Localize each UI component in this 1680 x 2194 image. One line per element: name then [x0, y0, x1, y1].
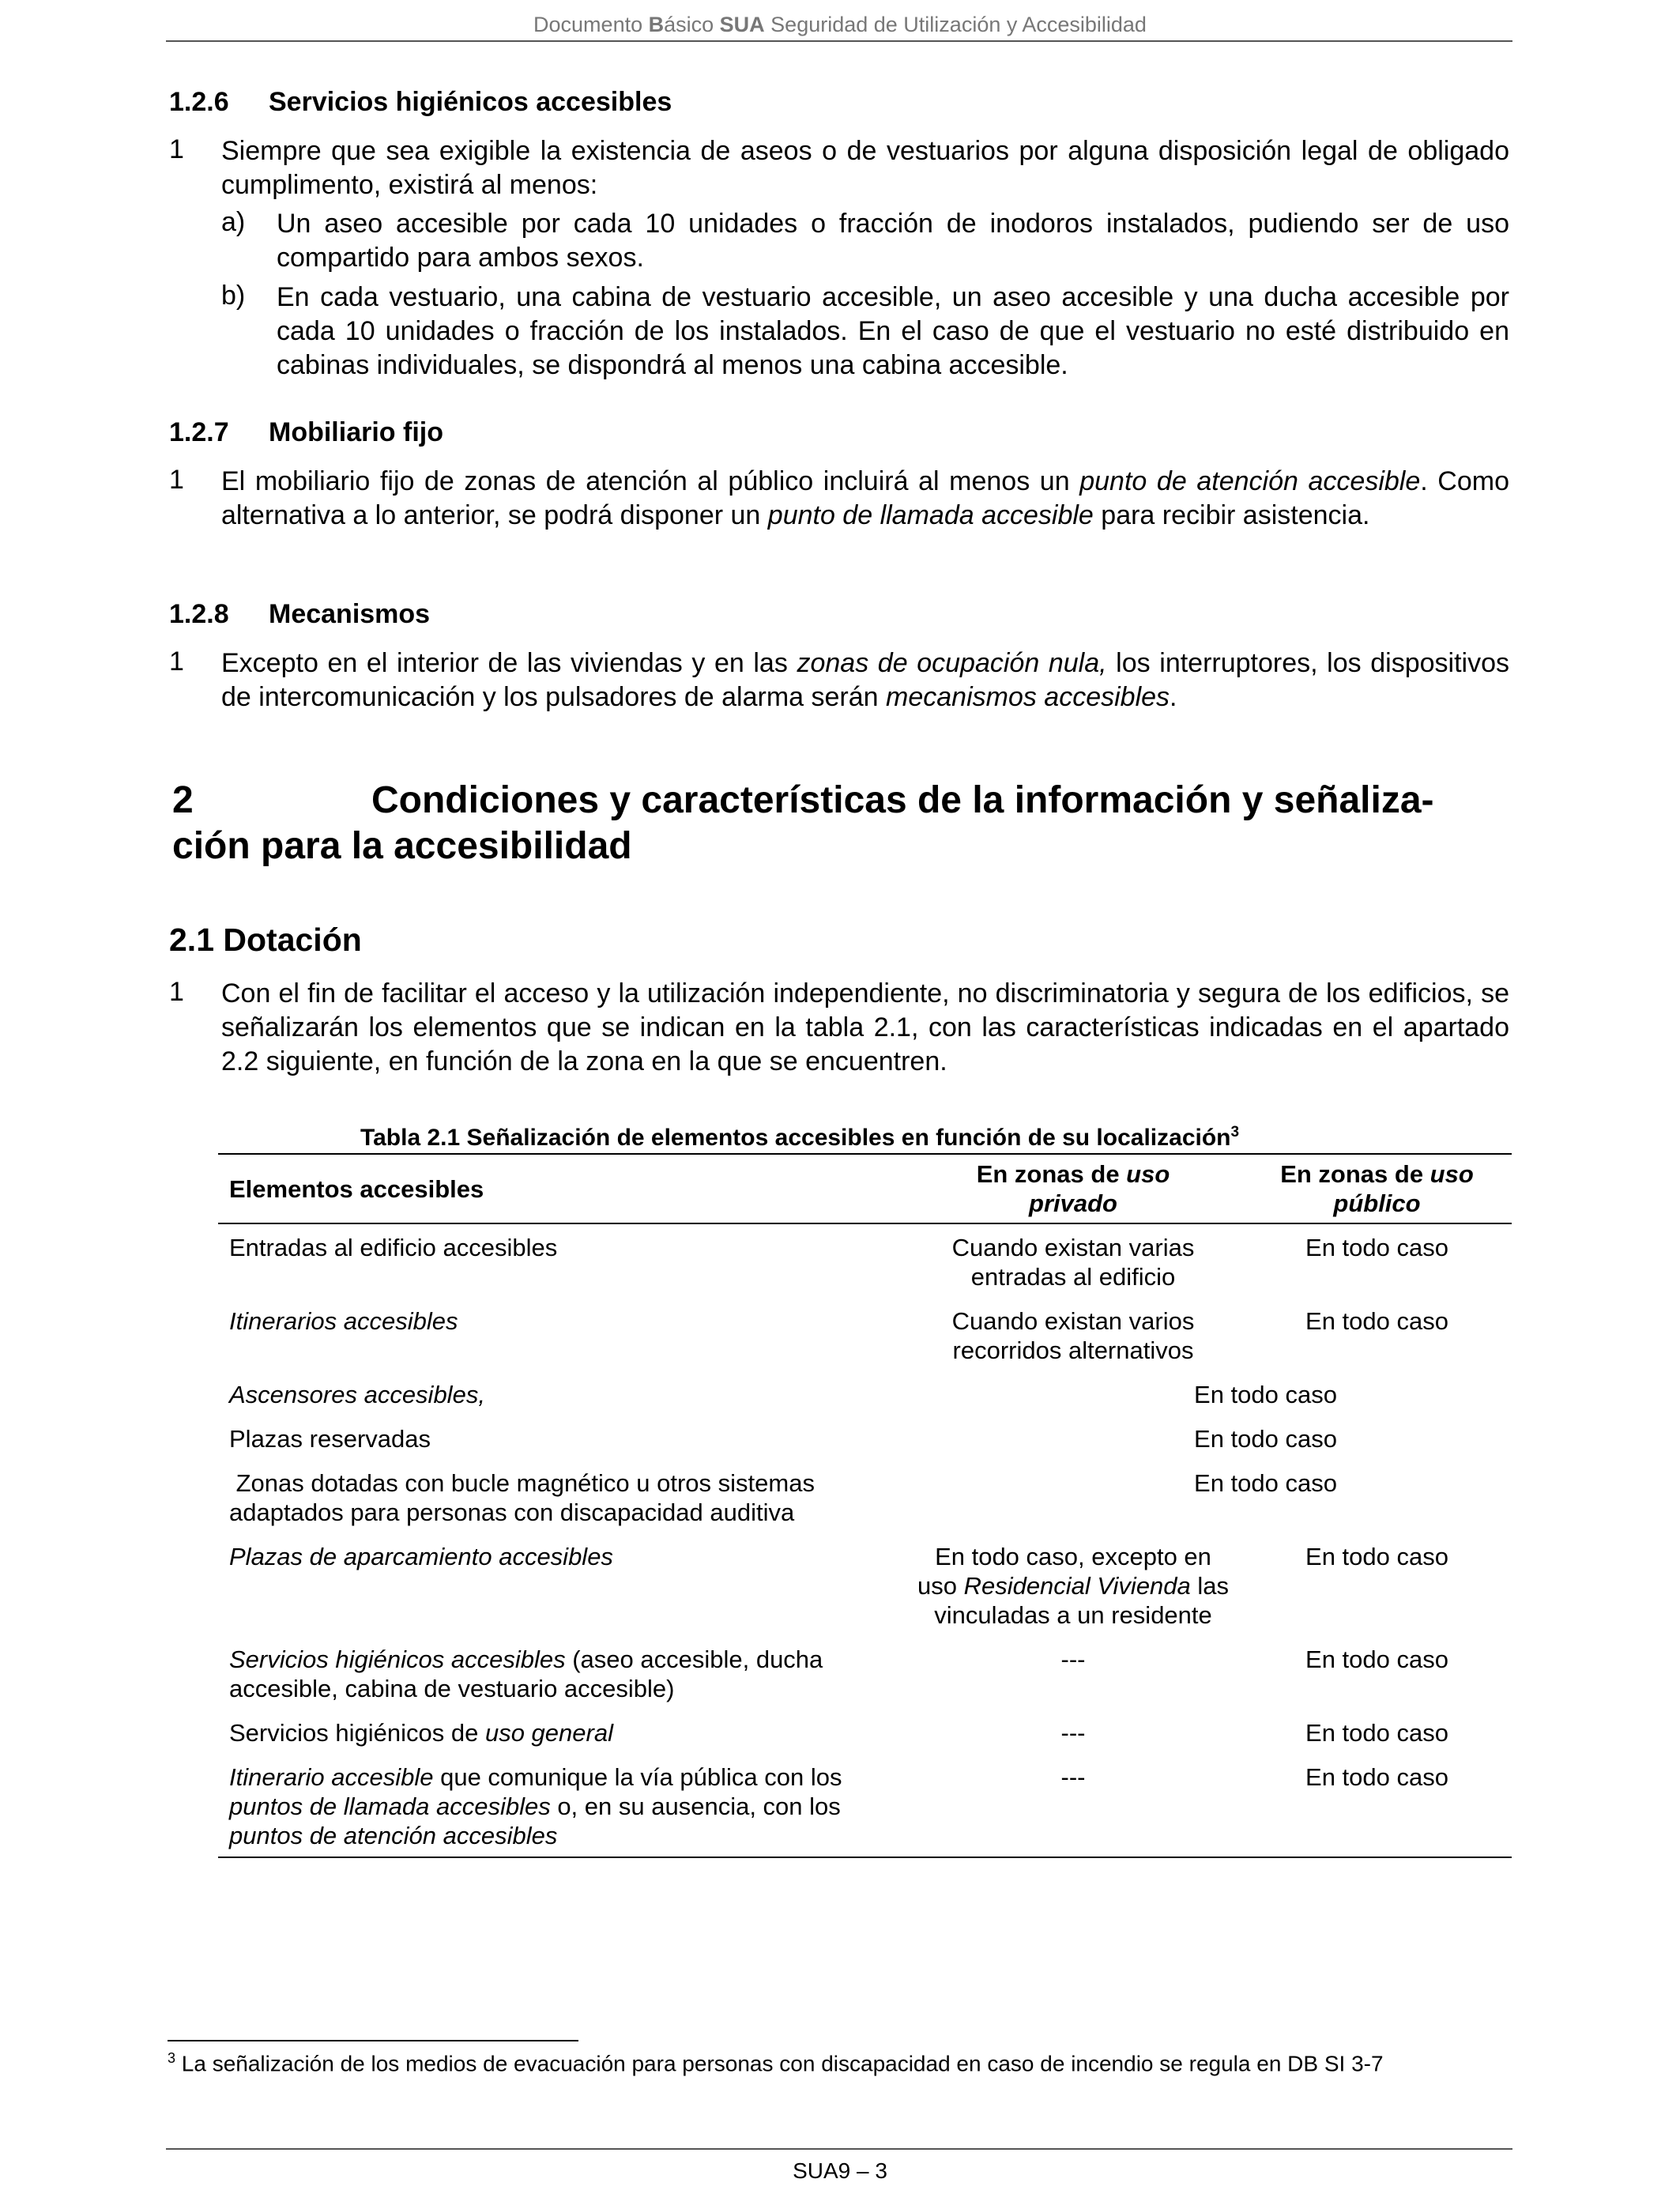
list-item-a: Un aseo accesible por cada 10 unidades o fracción de inodoros instalados, pudiendo ser de uso compartido para ambos sexos. [277, 209, 1509, 273]
paragraph-number: 1 [169, 134, 184, 164]
table-cell: Cuando existan varios recorridos alternativos [951, 1307, 1195, 1364]
chapter-2-heading: 2 Condiciones y características de la información y señaliza- ción para la accesibilidad [172, 779, 1434, 867]
table-cell: En todo caso [1305, 1719, 1448, 1747]
section-2-1-heading: 2.1 Dotación [169, 922, 362, 958]
section-1-2-8-heading: 1.2.8 Mecanismos [169, 599, 431, 629]
footnote-rule [168, 2040, 578, 2041]
table-cell: Plazas reservadas [229, 1425, 431, 1453]
table-cell: En todo caso, excepto en uso Residencial Vivienda las vinculadas a un residente [917, 1543, 1230, 1629]
table-cell: Itinerarios accesibles [229, 1307, 458, 1335]
table-cell: --- [1060, 1719, 1086, 1747]
table-cell: En todo caso [1305, 1234, 1448, 1261]
table-row [218, 1460, 1512, 1533]
table-cell: En todo caso [1305, 1543, 1448, 1570]
table-caption: Tabla 2.1 Señalización de elementos accesibles en función de su localización$^3$ [360, 1124, 1240, 1151]
section-2-1-paragraph: Con el fin de facilitar el acceso y la utilización independiente, no discriminatoria y segura de los edificios, se señalizarán los elementos que se indican en la tabla 2.1, con las características indicadas en el apartado 2.2 siguiente, en función de la zona en la que se encuentren. [221, 978, 1509, 1076]
table-row [218, 1298, 1512, 1371]
table-row [218, 1416, 1512, 1460]
footer-rule [166, 2148, 1512, 2150]
column-header-public-use: En zonas de uso público [1280, 1160, 1474, 1217]
column-header-private-use: En zonas de uso privado [976, 1160, 1170, 1217]
list-label-a: a) [221, 207, 246, 237]
page-header: Documento Básico SUA Seguridad de Utilización y Accesibilidad [533, 13, 1147, 36]
table-cell: Zonas dotadas con bucle magnético u otros sistemas adaptados para personas con discapacidad auditiva [229, 1469, 822, 1526]
table-cell: Cuando existan varias entradas al edificio [951, 1234, 1195, 1291]
table-row [218, 1371, 1512, 1416]
table-cell: En todo caso [1194, 1425, 1337, 1453]
table-cell: Itinerario accesible que comunique la vía pública con los puntos de llamada accesibles o, en su ausencia, con los puntos de atención accesibles [229, 1763, 842, 1849]
table-row [218, 1223, 1512, 1298]
paragraph-number: 1 [169, 977, 184, 1007]
section-1-2-6-paragraph: Siempre que sea exigible la existencia de aseos o de vestuarios por alguna disposición legal de obligado cumplimento, existirá al menos: [221, 136, 1509, 200]
header-rule [166, 40, 1512, 42]
table-cell: En todo caso [1194, 1381, 1337, 1408]
table-cell: Servicios higiénicos de uso general [229, 1719, 613, 1747]
table-cell: Ascensores accesibles, [229, 1381, 485, 1408]
paragraph-number: 1 [169, 647, 184, 677]
table-row [218, 1754, 1512, 1857]
table-cell: Servicios higiénicos accesibles (aseo accesible, ducha accesible, cabina de vestuario accesible) [229, 1646, 823, 1702]
table-cell: --- [1060, 1763, 1086, 1791]
paragraph-number: 1 [169, 465, 184, 495]
table-row [218, 1710, 1512, 1754]
table-cell: Entradas al edificio accesibles [229, 1234, 558, 1261]
table-cell: En todo caso [1305, 1763, 1448, 1791]
section-1-2-7-heading: 1.2.7 Mobiliario fijo [169, 417, 443, 447]
table-cell: --- [1060, 1646, 1086, 1673]
list-item-b: En cada vestuario, una cabina de vestuario accesible, un aseo accesible y una ducha accesible por cada 10 unidades o fracción de los instalados. En el caso de que el vestuario no esté distribuido en cabinas individuales, se dispondrá al menos una cabina accesible. [277, 282, 1509, 380]
table-row [218, 1636, 1512, 1710]
footnote: $^3$ La señalización de los medios de evacuación para personas con discapacidad en caso de incendio se regula en DB SI 3-7 [168, 2050, 1384, 2076]
table-header-row [218, 1154, 1512, 1223]
table-cell: En todo caso [1305, 1646, 1448, 1673]
table-cell: En todo caso [1194, 1469, 1337, 1497]
table-row [218, 1533, 1512, 1636]
section-1-2-7-paragraph: El mobiliario fijo de zonas de atención al público incluirá al menos un punto de atención accesible. Como alternativa a lo anterior, se podrá disponer un punto de llamada accesible para recibir asistencia. [221, 466, 1509, 530]
section-1-2-6-heading: 1.2.6 Servicios higiénicos accesibles [169, 87, 672, 117]
column-header-elements: Elementos accesibles [229, 1174, 484, 1203]
signage-table [218, 1153, 1512, 1858]
list-label-b: b) [221, 281, 246, 311]
table-cell: En todo caso [1305, 1307, 1448, 1335]
section-1-2-8-paragraph: Excepto en el interior de las viviendas y en las zonas de ocupación nula, los interruptores, los dispositivos de intercomunicación y los pulsadores de alarma serán mecanismos accesibles. [221, 648, 1509, 712]
page-number: SUA9 – 3 [793, 2158, 887, 2183]
table-cell: Plazas de aparcamiento accesibles [229, 1543, 613, 1570]
